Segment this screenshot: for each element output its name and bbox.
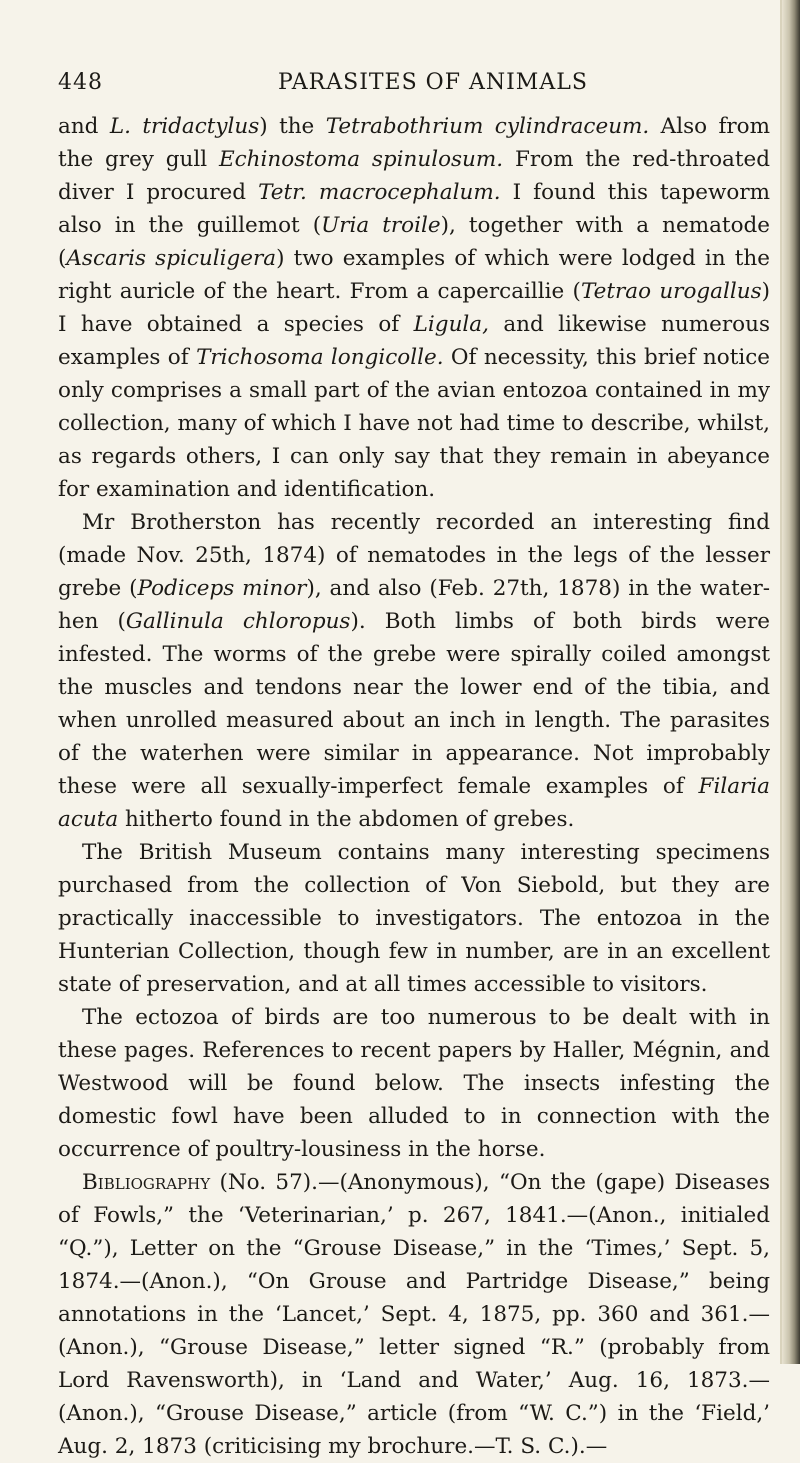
paragraph [58,1001,770,1166]
text-run: and likewise numerous examples of [58,312,770,370]
text-run: Mr Brotherston has recently recorded an interesting find (made Nov. 25th, 1874) of nematodes in the legs of the lesser grebe ( [58,510,770,601]
text-run: Of necessity, this brief notice only comprises a small part of the avian entozoa contained in my collection, many of which I have not had time to describe, whilst, as regards others, I can only say that they remain in abeyance for examination and identification. [58,345,770,502]
text-run: (No. 57).—(Anonymous), “On the (gape) Diseases of Fowls,” the ‘Veterinarian,’ p. 267, 1841.—(Anon., initialed “Q.”), Letter on the “Grouse Disease,” in the ‘Times,’ Sept. 5, 1874.—(Anon.), “On Grouse and Partridge Disease,” being annotations in the ‘Lancet,’ Sept. 4, 1875, pp. 360 and 361.—(Anon.), “Grouse Disease,” letter signed “R.” (probably from Lord Ravensworth), in ‘Land and Water,’ Aug. 16, 1873.—(Anon.), “Grouse Disease,” article (from “W. C.”) in the ‘Field,’ Aug. 2, 1873 (criticising my brochure.—T. S. C.).— [58,1170,770,1459]
text-run: and [58,114,110,139]
text-run: I found this tapeworm also in the guillemot ( [58,180,770,238]
paragraph [58,836,770,1001]
italic-term: L. tridactylus [109,114,260,139]
paragraph [58,110,770,506]
adjacent-page-edge [782,0,800,1364]
running-title: PARASITES OF ANIMALS [278,70,588,95]
body-text [58,110,770,1463]
text-run: ), together with a nematode ( [58,213,771,271]
text-run: The British Museum contains many interesting specimens purchased from the collection of Von Siebold, but they are practically inaccessible to investigators. The entozoa in the Hunterian Collection, though few in number, are in an excellent state of preservation, and at all times accessible to visitors. [58,840,770,997]
italic-term: Uria troile [321,213,441,238]
text-run: hitherto found in the abdomen of grebes. [118,807,575,832]
text-run: ) I have obtained a species of [58,279,770,337]
italic-term: Ligula, [413,312,489,337]
italic-term: Podiceps minor [137,576,307,601]
italic-term: Filaria acuta [58,774,770,832]
text-run: ). Both limbs of both birds were infested. The worms of the grebe were spirally coiled amongst the muscles and tendons near the lower end of the tibia, and when unrolled measured about an inch in length. The parasites of the waterhen were similar in appearance. Not improbably these were all sexually-imperfect female examples of [58,609,770,799]
italic-term: Ascaris spiculigera [66,246,277,271]
italic-term: Trichosoma longicolle. [196,345,444,370]
page-header [58,70,758,100]
page-number: 448 [58,70,103,95]
italic-term: Tetr. macrocephalum. [258,180,501,205]
italic-term: Tetrao urogallus [580,279,762,304]
text-run: The ectozoa of birds are too numerous to be dealt with in these pages. References to recent papers by Haller, Mégnin, and Westwood will be found below. The insects infesting the domestic fowl have been alluded to in connection with the occurrence of poultry-lousiness in the horse. [58,1005,770,1162]
text-run: From the red-throated diver I procured [58,147,770,205]
italic-term: Gallinula chloropus [125,609,351,634]
text-run: Also from the grey gull [58,114,771,172]
section-label: Bibliography [82,1170,211,1195]
text-run: ) two examples of which were lodged in the right auricle of the heart. From a capercaillie ( [58,246,770,304]
italic-term: Tetrabothrium cylindraceum. [325,114,650,139]
italic-term: Echinostoma spinulosum. [218,147,504,172]
text-run: ), and also (Feb. 27th, 1878) in the water-hen ( [58,576,770,634]
paragraph [58,506,770,836]
text-run: ) the [259,114,326,139]
bibliography-paragraph [58,1166,770,1463]
